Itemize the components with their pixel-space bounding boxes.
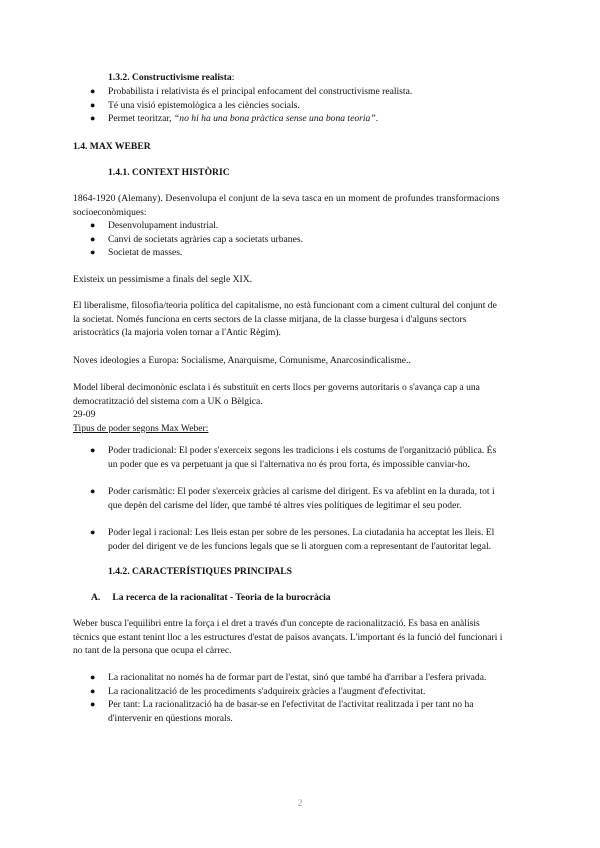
bullet-icon: ● (90, 527, 96, 537)
bullet-icon: ● (90, 99, 96, 110)
list-item: ● Poder legal i racional: Les lleis estan per sobre de les persones. La ciutadania ha acceptat les lleis. El poder del dirigent ve de les funcions legals que se li atorguen com a representant de l'autoritat legal. (90, 527, 495, 552)
power-item-traditional (73, 444, 527, 471)
paragraph-intro: 1864-1920 (Alemany). Desenvolupa el conjunt de la seva tasca en un moment de profundes transformacions socioeconòmiques: (73, 193, 500, 218)
bullet-icon: ● (90, 699, 96, 710)
bullet-icon: ● (90, 445, 96, 455)
subsection-heading-a: A. La recerca de la racionalitat - Teoria de la burocràcia (91, 592, 331, 603)
section-heading-1-4: 1.4. MAX WEBER (73, 141, 151, 152)
bullet-icon: ● (90, 672, 96, 682)
paragraph-model: Model liberal decimonònic esclata i és substituït en certs llocs per governs autoritaris o s'avança cap a una democratització del sistema com a UK o Bèlgica. 29-09 Tipus de poder segons Max Weber: (73, 381, 527, 435)
list-constructivisme (73, 85, 527, 126)
bullet-icon: ● (90, 486, 96, 496)
paragraph-weber: Weber busca l'equilibri entre la força i el dret a través d'un concepte de racionalització. Es basa en anàlisis tècnics que estant tenint lloc a les estructures d'estat de països avançats. L'important és la funció del funcionari i no tant de la persona que ocupa el càrrec. (73, 618, 503, 657)
list-item: ● Societat de masses. (90, 247, 183, 259)
bullet-icon: ● (90, 113, 96, 124)
bullet-icon: ● (90, 233, 96, 244)
paragraph-pessimism: Existeix un pessimisme a finals del segle XIX. (73, 274, 253, 285)
paragraph-ideologies: Noves ideologies a Europa: Socialisme, Anarquisme, Comunisme, Anarcosindicalisme.. (73, 355, 411, 366)
section-heading-1-4-1: 1.4.1. CONTEXT HISTÒRIC (108, 167, 230, 178)
paragraph-liberalisme: El liberalisme, filosofia/teoria política del capitalisme, no està funcionant com a ciment cultural del conjunt de la societat. Només funciona en certs sectors de la classe mitjana, de la classe burgesa i d'alguns sectors aristocràtics (la majoria volen tornar a l'Antic Règim). (73, 300, 497, 339)
section-heading-1-4-2: 1.4.2. CARACTERÍSTIQUES PRINCIPALS (108, 566, 292, 577)
page-number: 2 (297, 798, 303, 809)
list-item: ● Poder carismàtic: El poder s'exerceix gràcies al carisme del dirigent. Es va afeblint en la durada, tot i que depèn del carisme del líder, que també té altres vies polítiques de legitimar el seu poder. (90, 486, 495, 511)
bullet-icon: ● (90, 247, 96, 258)
list-item: ● Té una visió epistemològica a les ciències socials. (90, 99, 300, 111)
bullet-icon: ● (90, 685, 96, 696)
list-item: ● Canvi de societats agràries cap a societats urbanes. (90, 233, 303, 245)
list-transformacions (73, 219, 527, 260)
section-heading-1-3-2: 1.3.2. Constructivisme realista: (108, 72, 235, 83)
list-item: ● Poder tradicional: El poder s'exerceix segons les tradicions i els costums de l'organització pública. És un poder que es va perpetuant ja que si l'alternativa no és prou forta, és impossible canviar-ho. (90, 445, 497, 470)
power-item-charismatic (73, 485, 527, 512)
list-item: ● Permet teoritzar, “no hi ha una bona pràctica sense una bona teoria”. (90, 113, 379, 125)
list-item: ● Per tant: La racionalització ha de basar-se en l'efectivitat de l'activitat realitzada i per tant no ha d'intervenir en qüestions morals. (90, 699, 474, 724)
power-item-legal (73, 526, 527, 553)
date-label: 29-09 (73, 409, 96, 421)
list-item: ● Probabilista i relativista és el principal enfocament del constructivisme realista. (90, 86, 413, 97)
bullet-icon: ● (90, 86, 96, 96)
list-item: ● La racionalització de les procediments s'adquireix gràcies a l'augment d'efectivitat. (90, 685, 426, 697)
bullet-icon: ● (90, 220, 96, 230)
list-item: ● Desenvolupament industrial. (90, 220, 219, 231)
list-racionalitat (73, 671, 527, 725)
quote: “no hi ha una bona pràctica sense una bona teoria” (173, 113, 376, 125)
types-title: Tipus de poder segons Max Weber: (73, 422, 209, 434)
list-item: ● La racionalitat no només ha de formar part de l'estat, sinó que també ha d'arribar a l'esfera privada. (90, 672, 487, 683)
